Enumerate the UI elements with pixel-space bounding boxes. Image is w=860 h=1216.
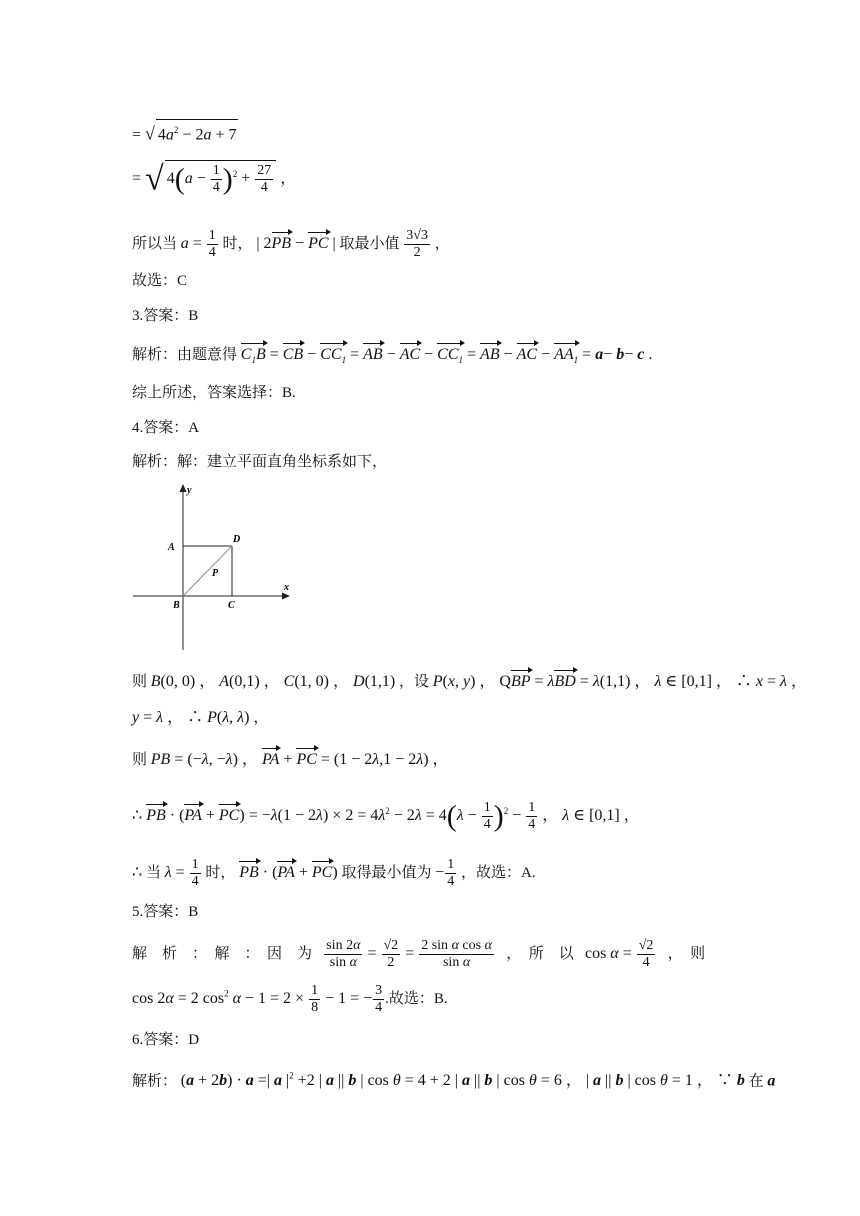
analysis-4: 解析：解：建立平面直角坐标系如下， (132, 454, 388, 470)
answer-3: 3.答案：B (132, 308, 199, 324)
lambda-line: y = λ ， ∴ P(λ, λ) ， (132, 709, 269, 726)
vectors-line: 则 PB = (−λ, −λ) ， PA + PC = (1 − 2λ,1 − 2λ) ， (132, 748, 449, 770)
dot-product-line: ∴ PB · $(PA + PC) = -\lambda(1 - 2\lambda) \times 2 = 4\lambda^2 - 2\lambda = 4(\lambda$ − $\frac{1}{4}$ )$^2$ − $\frac{1}{4}$ ， λ ∈ [0,1] ， (132, 799, 640, 833)
analysis-6: 解析： (a + 2b) · a =| a $|^2 +2$ | a || b | cos θ = 4 + 2 | a || b | cos θ = 6 ， | a || b | cos θ = 1 ， ∵ b 在 a (132, 1071, 776, 1090)
point-p-label: P (212, 568, 219, 579)
y-axis-label: y (187, 485, 192, 496)
x-axis-label: x (284, 582, 289, 593)
point-d-label: D (233, 534, 241, 545)
step-line-1: = √ $4a^2 - 2a + 7$ (132, 119, 238, 145)
step-line-2: = √ 4(a − $\frac{1}{4}$ )$^2$ + $\frac{27}{4}$ ， (132, 160, 297, 198)
answer-4: 4.答案：A (132, 420, 200, 436)
summary-3: 综上所述，答案选择：B. (132, 385, 296, 401)
answer-5: 5.答案：B (132, 904, 199, 920)
answer-6: 6.答案：D (132, 1032, 200, 1048)
point-b-label: B (173, 600, 180, 611)
cos-line: cos 2α = 2 $\cos^2 \alpha - 1 = 2$ × $\frac{1}{8}$ − 1 = − $\frac{3}{4}$ .故选：B. (132, 983, 448, 1015)
analysis-5: 解 析 ： 解 ： 因 为 $\frac{\sin 2\alpha}{\text{sin α}}$ = $\frac{√2}{2}$ = $\frac{\text{2 sin α cos α}}{\text{sin α}}$ ， 所 以 cos α = $\frac{√2}{4}$ ， 则 (132, 938, 706, 970)
conclusion-line: 所以当 a = $\frac{1}{4}$ 时， | 2PB − PC | 取最小值 $\frac{3√3}{2}$ ， (132, 228, 450, 260)
choice-line: 故选：C (132, 273, 188, 289)
coordinate-diagram (128, 480, 298, 655)
point-c-label: C (228, 600, 235, 611)
coordinates-line: 则 B(0, 0) ， A(0,1) ， C(1, 0) ， D(1,1) ，设 P(x, y) ， QBP = λBD = λ(1,1) ， λ ∈ [0,1] ， ∴ x = λ ， (132, 670, 807, 692)
point-a-label: A (168, 542, 175, 553)
analysis-3: 解析：由题意得 $C_1B$ = CB − $CC_1$ = AB − AC − $CC_1$ = AB − AC − $AA_1 = a- b- c$ . (132, 343, 652, 370)
minimum-line: ∴ 当 λ = $\frac{1}{4}$ 时， PB · (PA + PC) 取得最小值为 − $\frac{1}{4}$ ，故选：A. (132, 857, 536, 889)
